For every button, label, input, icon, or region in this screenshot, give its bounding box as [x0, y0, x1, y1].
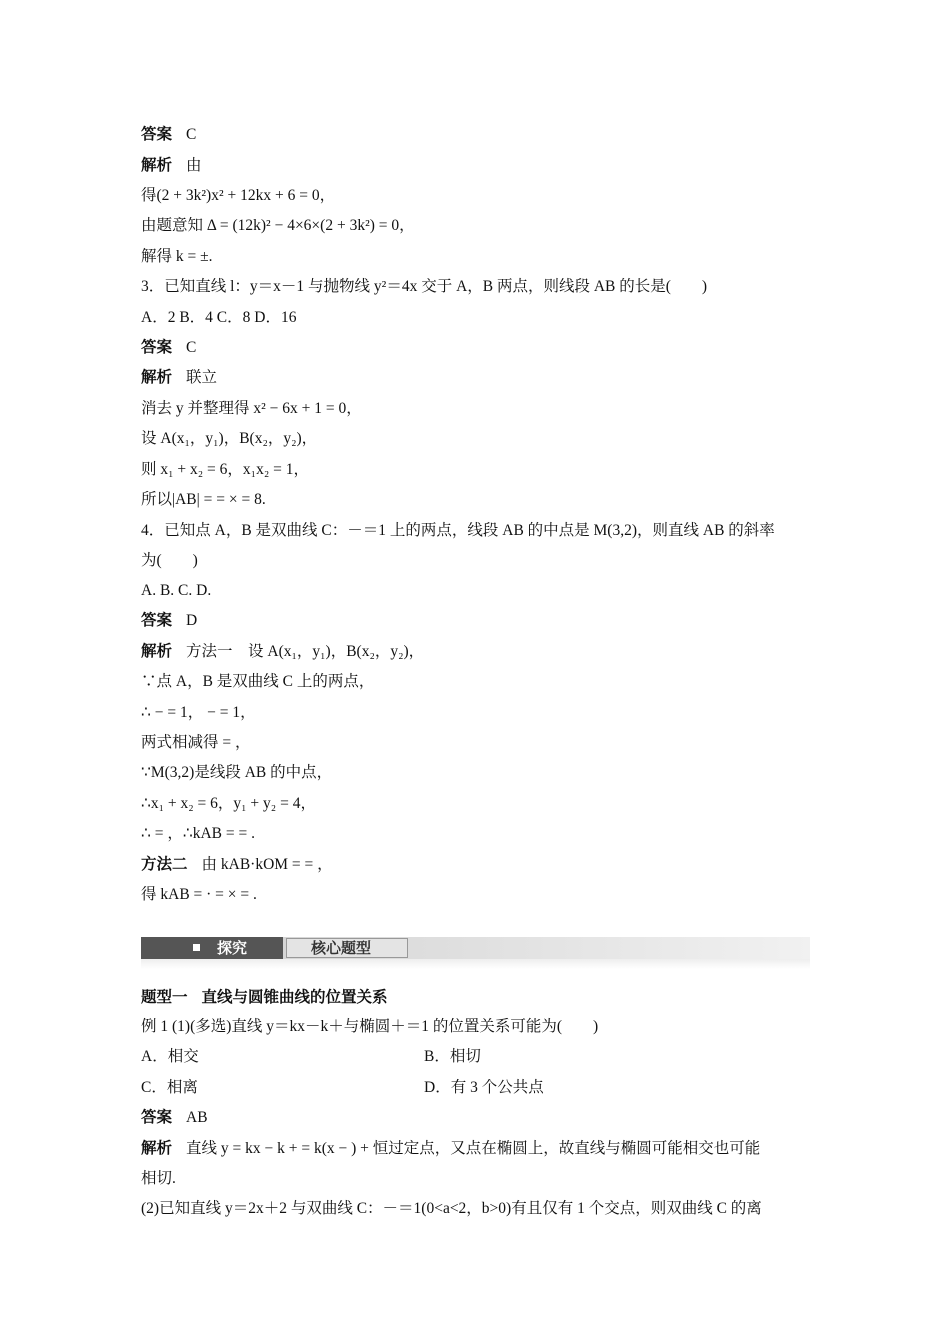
option-b: B．相切	[424, 1048, 481, 1065]
section-title: 直线与圆锥曲线的位置关系	[201, 989, 388, 1006]
answer-value: D	[186, 612, 198, 629]
option-c: C．相离	[141, 1079, 198, 1096]
section-label: 题型一	[141, 989, 188, 1006]
text-line: ∴ − = 1， − = 1，	[141, 704, 256, 721]
text-line: 解得 k = ±.	[141, 248, 213, 265]
text-line: 所以|AB| = = × = 8.	[141, 491, 266, 508]
example-stem: 例 1 (1)(多选)直线 y＝kx－k＋与椭圆＋＝1 的位置关系可能为( )	[141, 1018, 599, 1035]
analysis-text: 由	[186, 157, 202, 174]
question-3: 3．已知直线 l：y＝x－1 与抛物线 y²＝4x 交于 A，B 两点，则线段 AB 的长是( )	[141, 278, 708, 295]
analysis-text: 方法一 设 A(x₁，y₁)，B(x₂，y₂)，	[186, 643, 425, 660]
answer-label: 答案	[141, 612, 173, 629]
text-line: 得 kAB = · = × = .	[141, 886, 257, 903]
text-line: 两式相减得 = ，	[141, 734, 251, 751]
text-line: 消去 y 并整理得 x² − 6x + 1 = 0，	[141, 400, 362, 417]
banner-left-label: 探究	[217, 939, 248, 957]
text-line: 设 A(x₁，y₁)，B(x₂，y₂)，	[141, 430, 318, 447]
text-line: 相切.	[141, 1170, 176, 1187]
analysis-text: 直线 y = kx − k + = k(x − ) + 恒过定点，又点在椭圆上，故直线与椭圆可能相交也可能	[186, 1140, 761, 1157]
analysis-label: 解析	[141, 369, 173, 386]
answer-label: 答案	[141, 1109, 173, 1126]
analysis-line	[141, 1139, 760, 1159]
example-part-2: (2)已知直线 y＝2x＋2 与双曲线 C：－＝1(0<a<2，b>0)有且仅有 1 个交点，则双曲线 C 的离	[141, 1200, 762, 1217]
banner-right-label: 核心题型	[311, 939, 372, 957]
section-banner	[141, 937, 810, 969]
analysis-label: 解析	[141, 643, 173, 660]
text-line: 得(2 + 3k²)x² + 12kx + 6 = 0，	[141, 187, 336, 204]
answer-line	[141, 611, 197, 631]
method-two-line	[141, 855, 333, 875]
option-d: D．有 3 个公共点	[424, 1079, 544, 1096]
text-line: 则 x₁ + x₂ = 6，x₁x₂ = 1，	[141, 461, 309, 478]
question-4: 4．已知点 A，B 是双曲线 C：－＝1 上的两点，线段 AB 的中点是 M(3,2)，则直线 AB 的斜率	[141, 522, 775, 539]
answer-label: 答案	[141, 339, 173, 356]
text-line: ∵M(3,2)是线段 AB 的中点，	[141, 764, 333, 781]
analysis-line	[141, 642, 424, 662]
answer-line	[141, 125, 196, 145]
text-line: ∴ = ，∴kAB = = .	[141, 825, 255, 842]
option-a: A．相交	[141, 1048, 199, 1065]
question-4-cont: 为( )	[141, 552, 198, 569]
answer-label: 答案	[141, 126, 173, 143]
answer-value: C	[186, 126, 197, 143]
section-heading	[141, 988, 388, 1008]
analysis-text: 联立	[186, 369, 218, 386]
analysis-label: 解析	[141, 157, 173, 174]
question-4-options: A. B. C. D.	[141, 582, 212, 599]
answer-value: C	[186, 339, 197, 356]
square-bullet-icon	[193, 944, 200, 951]
answer-line	[141, 1108, 208, 1128]
method-two-label: 方法二	[141, 856, 188, 873]
answer-line	[141, 338, 196, 358]
question-3-options: A．2 B．4 C．8 D．16	[141, 309, 297, 326]
text-line: 由题意知 Δ = (12k)² − 4×6×(2 + 3k²) = 0，	[141, 217, 415, 234]
answer-value: AB	[186, 1109, 208, 1126]
banner-dark-tab	[141, 937, 283, 959]
method-two-text: 由 kAB·kOM = = ，	[201, 856, 333, 873]
analysis-label: 解析	[141, 1140, 173, 1157]
text-line: ∵点 A，B 是双曲线 C 上的两点，	[141, 673, 375, 690]
banner-shadow	[141, 959, 810, 969]
text-line: ∴x₁ + x₂ = 6，y₁ + y₂ = 4，	[141, 795, 316, 812]
analysis-line	[141, 156, 202, 176]
analysis-line	[141, 368, 217, 388]
